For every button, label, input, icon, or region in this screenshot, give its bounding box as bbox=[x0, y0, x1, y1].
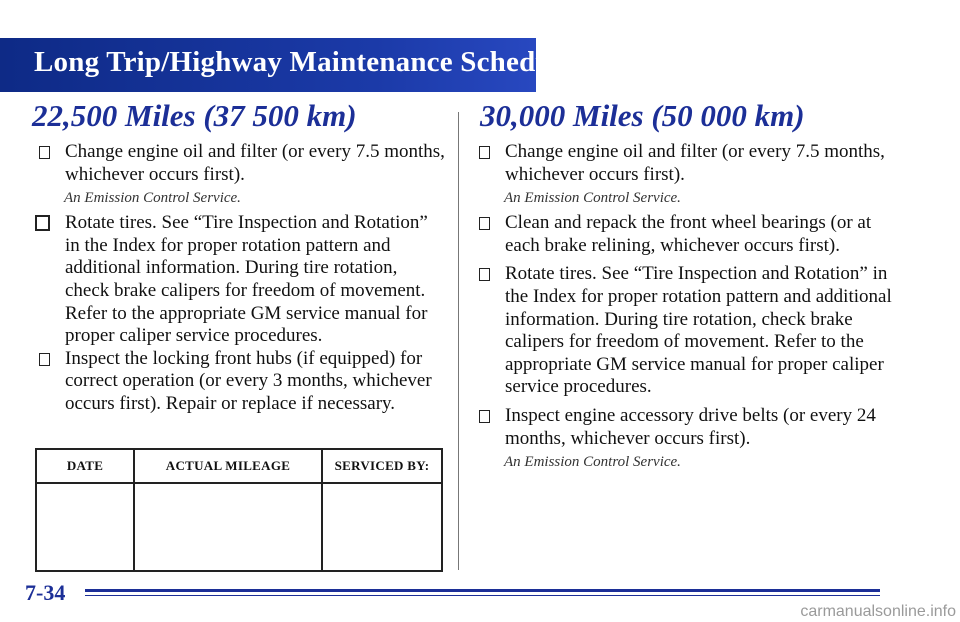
item-text: Clean and repack the front wheel bearings (or at each brake relining, whichever occurs first). bbox=[505, 212, 872, 256]
item-text: Rotate tires. See “Tire Inspection and Rotation” in the Index for proper rotation pattern and additional information. During tire rotation, check brake calipers for freedom of movement. Refer to the appropriate GM service manual for proper caliper service procedures. bbox=[65, 212, 428, 347]
item-text: Rotate tires. See “Tire Inspection and Rotation” in the Index for proper rotation pattern and additional information. During tire rotation, check brake calipers for freedom of movement. Refer to the appropriate GM service manual for proper caliper service procedures. bbox=[505, 263, 892, 398]
checkbox-icon bbox=[39, 146, 50, 159]
footer-rule-thin bbox=[85, 595, 880, 596]
service-log-table bbox=[35, 448, 443, 572]
footer-rule bbox=[85, 589, 880, 592]
checklist-item bbox=[476, 263, 896, 399]
table-header-serviced-by: SERVICED BY: bbox=[322, 449, 442, 483]
checkbox-icon bbox=[39, 353, 50, 366]
checklist-item bbox=[476, 405, 896, 450]
banner-title: Long Trip/Highway Maintenance Schedule bbox=[34, 46, 574, 78]
table-row bbox=[36, 483, 442, 571]
mileage-cell[interactable] bbox=[134, 483, 322, 571]
left-section-title: 22,500 Miles (37 500 km) bbox=[32, 98, 357, 133]
footer-site-mark: carmanualsonline.info bbox=[800, 603, 956, 620]
table-header-date: DATE bbox=[36, 449, 134, 483]
right-column bbox=[476, 141, 896, 476]
right-section-title: 30,000 Miles (50 000 km) bbox=[480, 98, 805, 133]
date-cell[interactable] bbox=[36, 483, 134, 571]
emission-note: An Emission Control Service. bbox=[504, 190, 681, 207]
checklist-item bbox=[36, 141, 446, 186]
checklist-item bbox=[36, 348, 446, 416]
checkbox-icon bbox=[479, 146, 490, 159]
serviced-by-cell[interactable] bbox=[322, 483, 442, 571]
checklist-item bbox=[476, 141, 896, 186]
checkbox-icon bbox=[35, 215, 50, 231]
left-column bbox=[36, 141, 446, 416]
checkbox-icon bbox=[479, 268, 490, 281]
page-number: 7-34 bbox=[25, 580, 66, 605]
checkbox-icon bbox=[479, 410, 490, 423]
checklist-item bbox=[36, 212, 446, 348]
item-text: Change engine oil and filter (or every 7.5 months, whichever occurs first). bbox=[65, 141, 445, 185]
checkbox-icon bbox=[479, 217, 490, 230]
section-banner bbox=[0, 38, 574, 92]
checklist-item bbox=[476, 212, 896, 257]
column-divider bbox=[458, 112, 459, 570]
emission-note: An Emission Control Service. bbox=[64, 190, 241, 207]
item-text: Inspect engine accessory drive belts (or every 24 months, whichever occurs first). bbox=[505, 404, 876, 449]
emission-note: An Emission Control Service. bbox=[504, 454, 681, 471]
table-header-mileage: ACTUAL MILEAGE bbox=[134, 449, 322, 483]
item-text: Change engine oil and filter (or every 7.5 months, whichever occurs first). bbox=[505, 141, 885, 185]
item-text: Inspect the locking front hubs (if equipped) for correct operation (or every 3 months, whichever occurs first). Repair or replace if necessary. bbox=[65, 347, 432, 414]
